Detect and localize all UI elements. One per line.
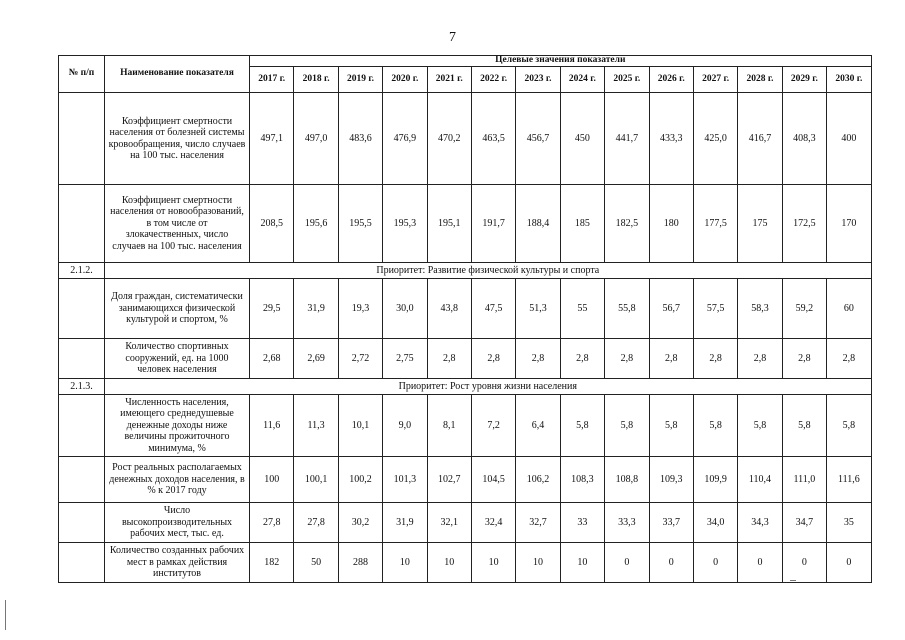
row-number	[59, 543, 105, 583]
indicator-value: 108,8	[605, 457, 649, 503]
row-number	[59, 93, 105, 185]
indicator-value: 408,3	[782, 93, 826, 185]
indicator-value: 5,8	[649, 394, 693, 457]
indicator-value: 0	[693, 543, 737, 583]
header-num: № п/п	[59, 56, 105, 93]
indicator-row	[59, 394, 872, 457]
indicator-value: 27,8	[250, 503, 294, 543]
indicator-name: Количество спортивных сооружений, ед. на 1000 человек населения	[105, 339, 250, 379]
row-number	[59, 503, 105, 543]
indicator-value: 51,3	[516, 279, 560, 339]
indicator-value: 2,75	[383, 339, 427, 379]
indicator-value: 10	[471, 543, 515, 583]
header-year: 2022 г.	[471, 67, 515, 93]
indicator-value: 55,8	[605, 279, 649, 339]
page-number: 7	[449, 30, 456, 45]
indicator-value: 35	[827, 503, 872, 543]
indicator-value: 195,3	[383, 185, 427, 263]
header-year: 2029 г.	[782, 67, 826, 93]
header-year: 2020 г.	[383, 67, 427, 93]
indicator-name: Рост реальных располагаемых денежных доходов населения, в % к 2017 году	[105, 457, 250, 503]
indicator-value: 182	[250, 543, 294, 583]
indicator-value: 2,8	[827, 339, 872, 379]
indicator-value: 180	[649, 185, 693, 263]
indicator-value: 2,8	[427, 339, 471, 379]
indicator-value: 58,3	[738, 279, 782, 339]
indicator-value: 57,5	[693, 279, 737, 339]
indicator-value: 31,9	[294, 279, 338, 339]
indicator-row	[59, 93, 872, 185]
indicator-value: 433,3	[649, 93, 693, 185]
indicator-value: 111,0	[782, 457, 826, 503]
indicator-row	[59, 503, 872, 543]
indicator-value: 2,8	[693, 339, 737, 379]
indicator-value: 32,7	[516, 503, 560, 543]
indicator-value: 441,7	[605, 93, 649, 185]
indicator-value: 27,8	[294, 503, 338, 543]
row-number: 2.1.2.	[59, 263, 105, 279]
priority-title: Приоритет: Рост уровня жизни населения	[105, 378, 872, 394]
indicator-name: Число высокопроизводительных рабочих мест, тыс. ед.	[105, 503, 250, 543]
indicator-value: 33,7	[649, 503, 693, 543]
indicator-value: 497,0	[294, 93, 338, 185]
indicator-value: 2,8	[516, 339, 560, 379]
priority-row	[59, 378, 872, 394]
indicator-value: 2,8	[649, 339, 693, 379]
indicator-value: 29,5	[250, 279, 294, 339]
indicator-value: 483,6	[338, 93, 382, 185]
indicator-value: 50	[294, 543, 338, 583]
indicator-value: 19,3	[338, 279, 382, 339]
header-year: 2021 г.	[427, 67, 471, 93]
indicator-value: 109,9	[693, 457, 737, 503]
indicator-value: 185	[560, 185, 604, 263]
row-number	[59, 279, 105, 339]
indicator-value: 31,9	[383, 503, 427, 543]
header-year: 2018 г.	[294, 67, 338, 93]
indicator-value: 450	[560, 93, 604, 185]
header-name: Наименование показателя	[105, 56, 250, 93]
indicator-value: 11,6	[250, 394, 294, 457]
indicator-value: 5,8	[782, 394, 826, 457]
row-number	[59, 457, 105, 503]
row-number	[59, 185, 105, 263]
indicator-value: 30,2	[338, 503, 382, 543]
indicator-value: 195,1	[427, 185, 471, 263]
indicator-value: 416,7	[738, 93, 782, 185]
indicator-name: Доля граждан, систематически занимающихся физической культурой и спортом, %	[105, 279, 250, 339]
indicator-value: 110,4	[738, 457, 782, 503]
header-year: 2017 г.	[250, 67, 294, 93]
indicator-value: 497,1	[250, 93, 294, 185]
indicator-value: 400	[827, 93, 872, 185]
indicator-value: 175	[738, 185, 782, 263]
indicator-row	[59, 185, 872, 263]
indicator-value: 102,7	[427, 457, 471, 503]
indicator-value: 30,0	[383, 279, 427, 339]
indicator-value: 172,5	[782, 185, 826, 263]
indicator-value: 177,5	[693, 185, 737, 263]
indicator-value: 425,0	[693, 93, 737, 185]
indicator-row	[59, 457, 872, 503]
target-indicators-table	[58, 55, 872, 583]
indicator-value: 56,7	[649, 279, 693, 339]
indicator-value: 0	[738, 543, 782, 583]
indicator-value: 2,8	[560, 339, 604, 379]
indicator-value: 2,68	[250, 339, 294, 379]
indicator-value: 10	[427, 543, 471, 583]
scan-artifact	[5, 600, 6, 630]
indicator-value: 463,5	[471, 93, 515, 185]
header-year: 2025 г.	[605, 67, 649, 93]
header-year: 2024 г.	[560, 67, 604, 93]
indicator-value: 104,5	[471, 457, 515, 503]
header-year: 2019 г.	[338, 67, 382, 93]
header-year: 2028 г.	[738, 67, 782, 93]
indicator-row	[59, 279, 872, 339]
header-year: 2026 г.	[649, 67, 693, 93]
indicator-value: 108,3	[560, 457, 604, 503]
indicator-value: 34,3	[738, 503, 782, 543]
indicator-value: 476,9	[383, 93, 427, 185]
indicator-value: 10	[516, 543, 560, 583]
indicator-value: 2,8	[605, 339, 649, 379]
indicator-value: 2,8	[471, 339, 515, 379]
row-number	[59, 394, 105, 457]
indicator-row	[59, 543, 872, 583]
indicator-value: 32,4	[471, 503, 515, 543]
indicator-value: 5,8	[693, 394, 737, 457]
indicator-value: 11,3	[294, 394, 338, 457]
indicator-value: 182,5	[605, 185, 649, 263]
indicator-value: 195,6	[294, 185, 338, 263]
indicator-value: 32,1	[427, 503, 471, 543]
indicator-value: 47,5	[471, 279, 515, 339]
scan-artifact	[790, 580, 796, 581]
indicator-value: 191,7	[471, 185, 515, 263]
indicator-value: 7,2	[471, 394, 515, 457]
indicator-name: Количество созданных рабочих мест в рамках действия институтов	[105, 543, 250, 583]
indicator-value: 5,8	[560, 394, 604, 457]
indicator-value: 0	[605, 543, 649, 583]
indicator-row	[59, 339, 872, 379]
indicator-value: 100,2	[338, 457, 382, 503]
indicator-value: 60	[827, 279, 872, 339]
header-year: 2030 г.	[827, 67, 872, 93]
indicator-value: 8,1	[427, 394, 471, 457]
indicator-value: 2,72	[338, 339, 382, 379]
priority-title: Приоритет: Развитие физической культуры и спорта	[105, 263, 872, 279]
indicator-value: 34,0	[693, 503, 737, 543]
header-target-values: Целевые значения показатели	[250, 56, 872, 67]
header-year: 2027 г.	[693, 67, 737, 93]
indicator-value: 5,8	[605, 394, 649, 457]
priority-row	[59, 263, 872, 279]
indicator-value: 100,1	[294, 457, 338, 503]
indicator-value: 10	[560, 543, 604, 583]
indicator-value: 2,69	[294, 339, 338, 379]
indicator-name: Численность населения, имеющего среднедушевые денежные доходы ниже величины прожиточного минимума, %	[105, 394, 250, 457]
indicator-value: 106,2	[516, 457, 560, 503]
indicator-value: 0	[827, 543, 872, 583]
row-number: 2.1.3.	[59, 378, 105, 394]
indicator-value: 10,1	[338, 394, 382, 457]
indicator-value: 33,3	[605, 503, 649, 543]
indicator-value: 6,4	[516, 394, 560, 457]
indicator-value: 100	[250, 457, 294, 503]
indicator-value: 470,2	[427, 93, 471, 185]
indicator-value: 288	[338, 543, 382, 583]
indicator-value: 55	[560, 279, 604, 339]
indicator-value: 0	[649, 543, 693, 583]
indicator-name: Коэффициент смертности населения от новообразований, в том числе от злокачественных, число случаев на 100 тыс. населения	[105, 185, 250, 263]
indicator-value: 5,8	[738, 394, 782, 457]
indicator-value: 170	[827, 185, 872, 263]
indicator-value: 456,7	[516, 93, 560, 185]
indicator-value: 195,5	[338, 185, 382, 263]
indicator-value: 111,6	[827, 457, 872, 503]
indicator-value: 109,3	[649, 457, 693, 503]
indicator-value: 101,3	[383, 457, 427, 503]
indicator-value: 5,8	[827, 394, 872, 457]
indicator-value: 33	[560, 503, 604, 543]
indicator-value: 0	[782, 543, 826, 583]
indicator-value: 2,8	[738, 339, 782, 379]
indicator-value: 208,5	[250, 185, 294, 263]
indicator-value: 188,4	[516, 185, 560, 263]
indicator-name: Коэффициент смертности населения от болезней системы кровообращения, число случаев на 100 тыс. населения	[105, 93, 250, 185]
indicator-value: 43,8	[427, 279, 471, 339]
indicator-value: 59,2	[782, 279, 826, 339]
header-year: 2023 г.	[516, 67, 560, 93]
indicator-value: 2,8	[782, 339, 826, 379]
indicator-value: 34,7	[782, 503, 826, 543]
indicator-value: 10	[383, 543, 427, 583]
indicator-value: 9,0	[383, 394, 427, 457]
row-number	[59, 339, 105, 379]
